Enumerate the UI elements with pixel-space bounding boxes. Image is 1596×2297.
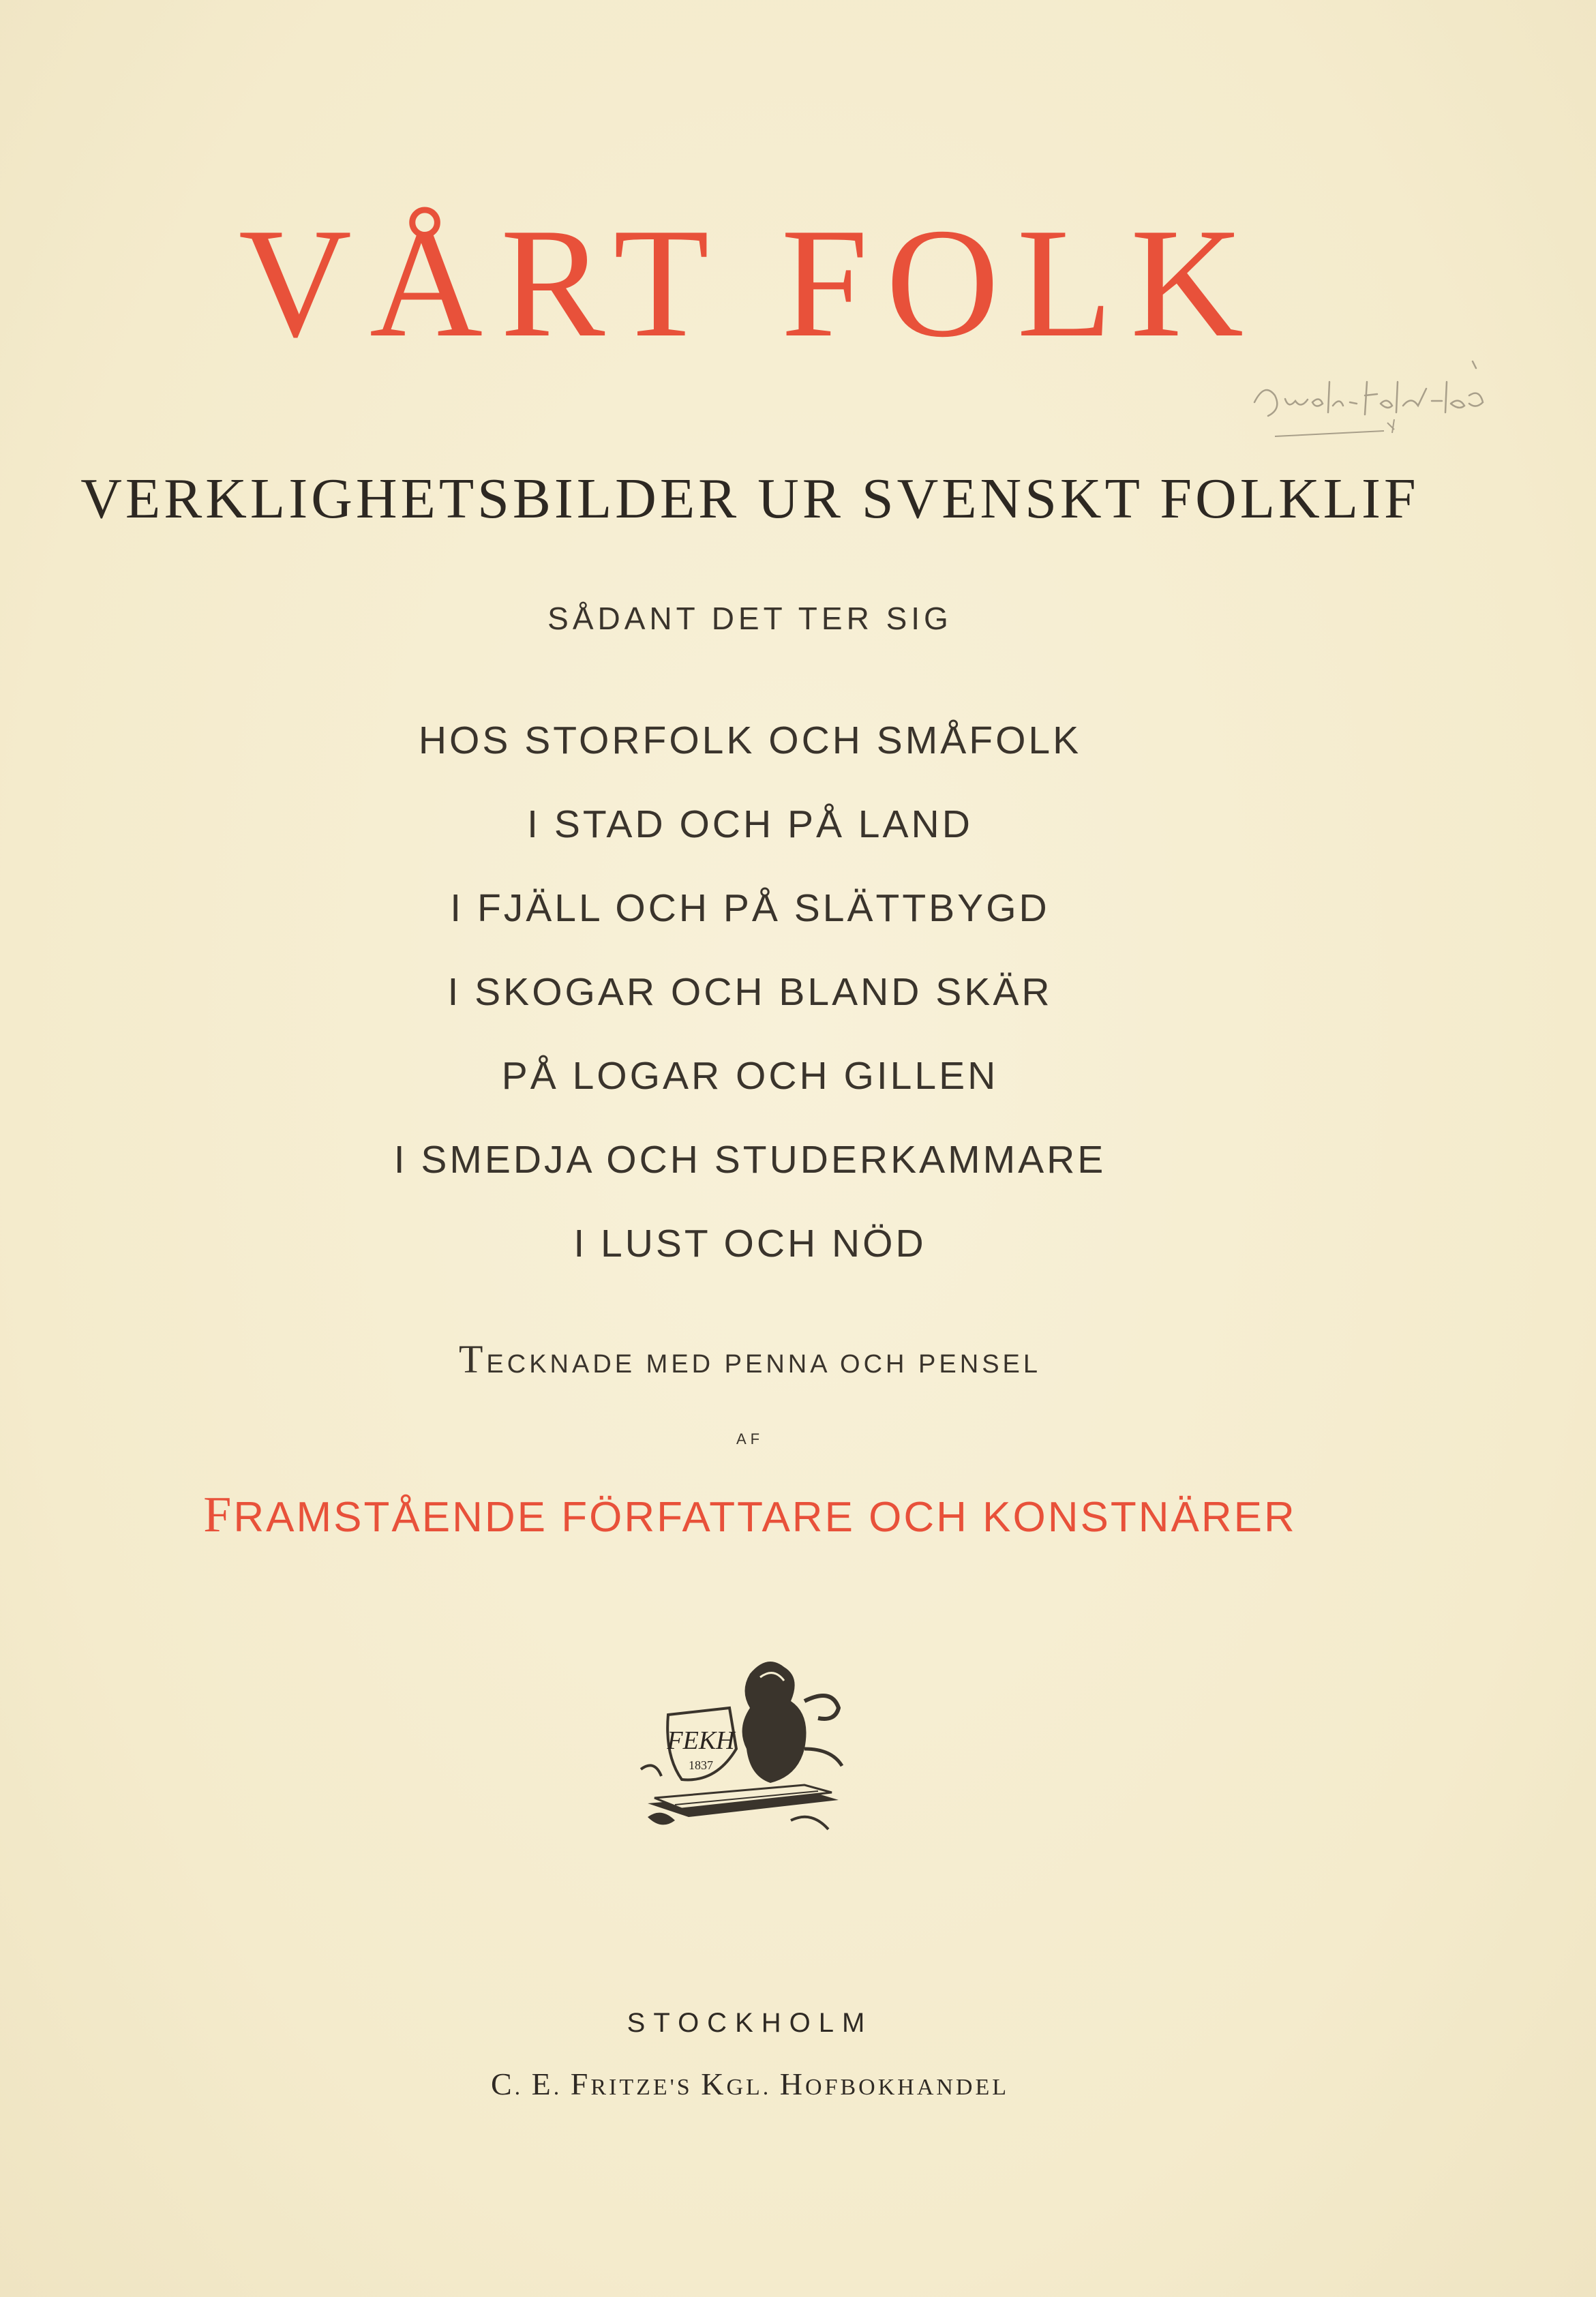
publisher-text: .	[514, 2075, 532, 2100]
publisher-initial: K	[701, 2067, 727, 2101]
publisher-text: GL.	[726, 2075, 780, 2100]
publisher-initial: E	[531, 2067, 554, 2101]
publisher	[0, 2066, 1500, 2102]
authors-text: RAMSTÅENDE FÖRFATTARE OCH KONSTNÄRER	[233, 1494, 1297, 1541]
book-subtitle: VERKLIGHETSBILDER UR SVENSKT FOLKLIF	[80, 467, 1419, 530]
drop-initial: T	[458, 1337, 487, 1381]
list-item: I STAD OCH PÅ LAND	[527, 802, 973, 846]
publisher-text: RITZE'S	[590, 2075, 702, 2100]
list-item: I SKOGAR OCH BLAND SKÄR	[447, 970, 1053, 1014]
publisher-text: OFBOKHANDEL	[805, 2075, 1010, 2100]
publisher-initial: H	[779, 2067, 806, 2101]
places-list	[0, 699, 1500, 1286]
emblem-monogram: FEKH	[667, 1726, 735, 1755]
illustrated-by-line	[0, 1336, 1500, 1382]
af-line: AF	[736, 1430, 764, 1447]
publisher-text: .	[553, 2075, 571, 2100]
drop-initial: F	[203, 1487, 234, 1543]
list-item: I FJÄLL OCH PÅ SLÄTTBYGD	[450, 886, 1050, 930]
intro-line: SÅDANT DET TER SIG	[547, 601, 952, 636]
list-item: PÅ LOGAR OCH GILLEN	[501, 1054, 999, 1098]
publisher-initial: C	[490, 2067, 515, 2101]
emblem-year: 1837	[689, 1758, 713, 1772]
publisher-emblem	[634, 1647, 852, 1837]
list-item: HOS STORFOLK OCH SMÅFOLK	[418, 719, 1082, 762]
handwritten-note	[1248, 341, 1507, 450]
list-item: I LUST OCH NÖD	[573, 1222, 927, 1265]
city: STOCKHOLM	[627, 2008, 873, 2038]
publisher-initial: F	[570, 2067, 591, 2101]
list-item: I SMEDJA OCH STUDERKAMMARE	[393, 1138, 1106, 1182]
book-title: VÅRT FOLK	[238, 196, 1262, 370]
authors-line	[0, 1486, 1500, 1544]
illustrated-by-text: ECKNADE MED PENNA OCH PENSEL	[486, 1350, 1042, 1379]
